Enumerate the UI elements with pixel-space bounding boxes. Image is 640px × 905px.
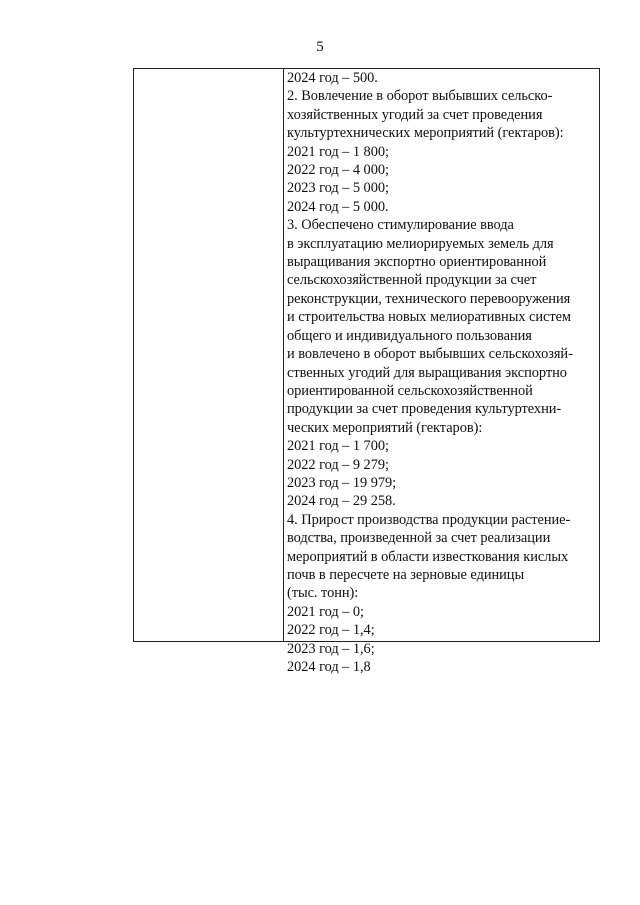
text-line: 4. Прирост производства продукции растение- — [287, 511, 571, 528]
text-line: и строительства новых мелиоративных систем — [287, 309, 571, 326]
text-line: ческих мероприятий (гектаров): — [287, 419, 483, 436]
text-line: 2021 год – 0; — [287, 603, 364, 620]
text-line: ориентированной сельскохозяйственной — [287, 382, 533, 399]
text-line: (тыс. тонн): — [287, 585, 359, 602]
table-left-cell — [134, 69, 284, 641]
text-line: культуртехнических мероприятий (гектаров): — [287, 125, 564, 142]
text-line: продукции за счет проведения культуртехни- — [287, 401, 562, 418]
text-line: 2022 год – 9 279; — [287, 456, 389, 473]
text-line: и вовлечено в оборот выбывших сельскохозяй- — [287, 346, 573, 363]
text-line: общего и индивидуального пользования — [287, 327, 532, 344]
text-line: 2022 год – 4 000; — [287, 162, 389, 179]
text-line: хозяйственных угодий за счет проведения — [287, 106, 543, 123]
text-line: 2021 год – 1 700; — [287, 438, 389, 455]
text-line: реконструкции, технического перевооружения — [287, 290, 571, 307]
text-line: 2023 год – 5 000; — [287, 180, 389, 197]
text-line: 2024 год – 500. — [287, 70, 378, 86]
text-line: ственных угодий для выращивания экспортно — [287, 364, 567, 381]
document-table — [133, 68, 600, 675]
page-number: 5 — [316, 39, 324, 55]
text-line: сельскохозяйственной продукции за счет — [287, 272, 537, 289]
text-line: 2021 год – 1 800; — [287, 143, 389, 160]
text-line: 2024 год – 5 000. — [287, 198, 389, 215]
text-line: 2. Вовлечение в оборот выбывших сельско- — [287, 88, 553, 105]
text-line: 2023 год – 19 979; — [287, 474, 397, 491]
text-line: выращивания экспортно ориентированной — [287, 254, 547, 271]
text-line: водства, произведенной за счет реализации — [287, 530, 551, 547]
text-line: мероприятий в области известкования кислых — [287, 548, 569, 565]
text-line: в эксплуатацию мелиорируемых земель для — [287, 235, 554, 252]
text-line: 2022 год – 1,4; — [287, 622, 375, 639]
text-line: 2023 год – 1,6; — [287, 640, 375, 657]
text-line: 2024 год – 1,8 — [287, 659, 371, 675]
text-line: 2024 год – 29 258. — [287, 493, 396, 510]
text-line: почв в пересчете на зерновые единицы — [287, 566, 525, 583]
table-right-cell — [284, 69, 599, 675]
text-line: 3. Обеспечено стимулирование ввода — [287, 217, 514, 234]
